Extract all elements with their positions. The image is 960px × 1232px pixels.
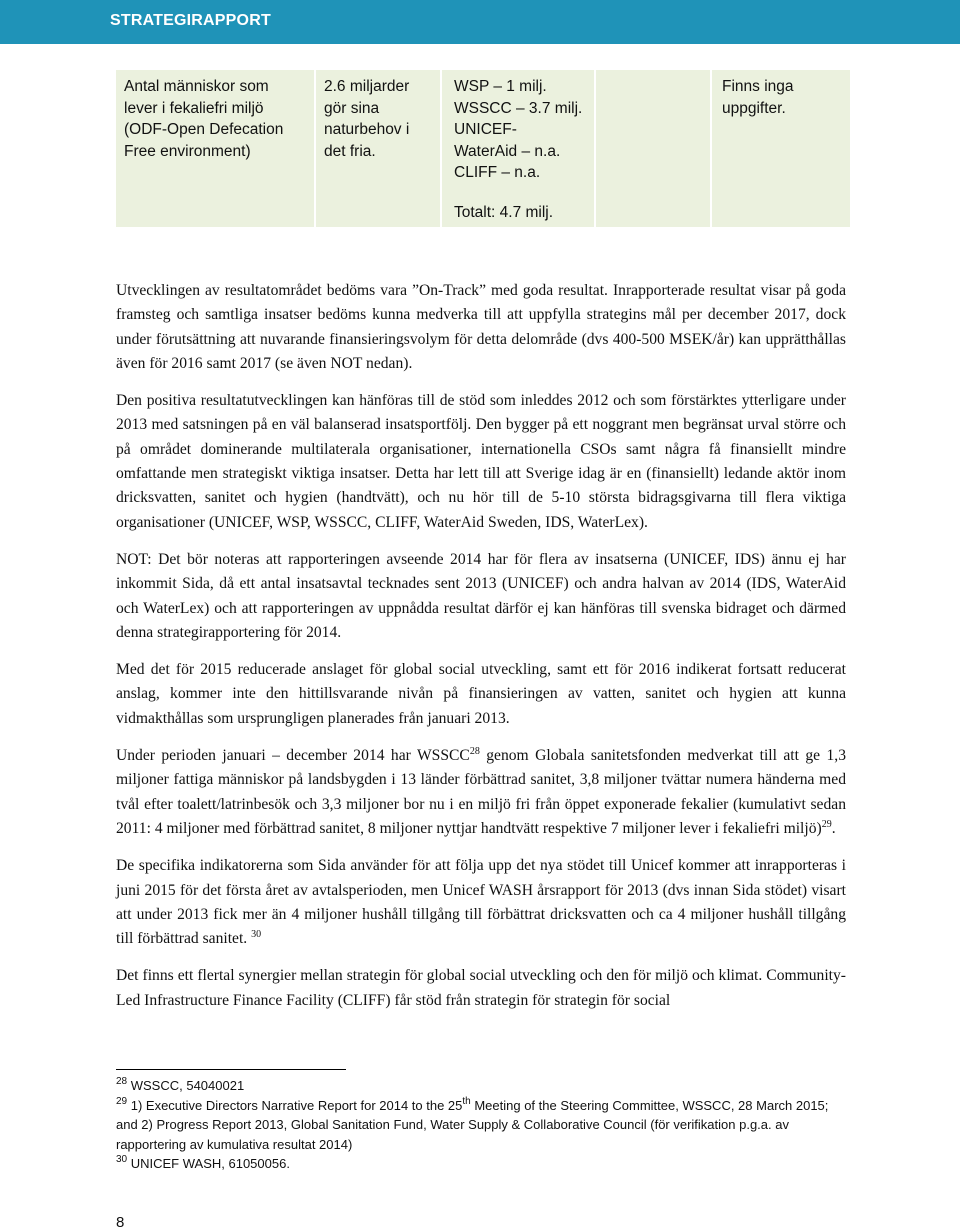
- footnote-30: $^{30}$ UNICEF WASH, 61050056.: [116, 1154, 290, 1171]
- report-title: STRATEGIRAPPORT: [110, 12, 271, 29]
- cell-text: Finns inga uppgifter.: [722, 78, 794, 117]
- report-header-banner: [0, 0, 960, 44]
- results-table-row: [116, 70, 850, 227]
- paragraph-unicef-indicators: De specifika indikatorerna som Sida använder för att följa upp det nya stödet till Unicef kommer att inrapporteras i juni 2015 för det första året av avtalsperioden, men Unicef WASH årsrapport för 2013 (dvs innan Sida stödet) visart att under 2013 fick mer än 4 miljoner hushåll tillgång till förbättrat dricksvatten och ca 4 miljoner hushåll tillgång till förbättrad sanitet. $^{30}$: [116, 857, 846, 948]
- paragraph-positive-development: Den positiva resultatutvecklingen kan hänföras till de stöd som inleddes 2012 och som förstärktes ytterligare under 2013 med satsningen på en väl balanserad insatsportfölj. Den bygger på ett noggrant men begränsat urval större och på området dominerande multilaterala organisationer, internationella CSOs samt några få finansiellt mindre omfattande men strategiskt viktiga insatser. Detta har lett till att Sverige idag är en (finansiellt) ledande aktör inom dricksvatten, sanitet och hygien (handtvätt), och nu hör till de 5-10 största bidragsgivarna till flera viktiga organisationer (UNICEF, WSP, WSSCC, CLIFF, WaterAid Sweden, IDS, WaterLex).: [116, 392, 846, 531]
- table-cell-status: [712, 70, 850, 227]
- table-cell-empty: [596, 70, 710, 227]
- paragraph-synergies: Det finns ett flertal synergier mellan strategin för global social utveckling och den för miljö och klimat. Community-Led Infrastructure Finance Facility (CLIFF) får stöd från strategin för strategin för social: [116, 967, 846, 1009]
- contributions-total: Totalt: 4.7 milj.: [454, 204, 554, 221]
- table-cell-indicator: [116, 70, 314, 227]
- footnote-ref[interactable]: 30: [251, 929, 262, 941]
- footnote-ref[interactable]: 28: [469, 746, 480, 758]
- table-cell-baseline: [316, 70, 440, 227]
- table-cell-contributions: [442, 70, 594, 227]
- cell-text: Antal människor som lever i fekaliefri miljö (ODF-Open Defecation Free environment): [124, 78, 284, 160]
- paragraph-reduced-funding: Med det för 2015 reducerade anslaget för global social utveckling, samt ett för 2016 indikerat fortsatt reducerat anslag, kommer inte den hittillsvarande nivån på finansieringen av vatten, sanitet och hygien att kunna vidmakthållas som ursprungligen planerades från januari 2013.: [116, 661, 846, 727]
- paragraph-note: NOT: Det bör noteras att rapporteringen avseende 2014 har för flera av insatserna (UNICEF, IDS) ännu ej har inkommit Sida, då ett antal insatsavtal tecknades sent 2013 (UNICEF) och andra halvan av 2014 (IDS, WaterAid och WaterLex) och att rapporteringen av uppnådda resultat därför ej kan hänföras till svenska bidraget och därmed denna strategirapportering för 2014.: [116, 550, 846, 641]
- footnote-ref[interactable]: 29: [821, 818, 832, 830]
- footnote-separator: [116, 1069, 346, 1070]
- paragraph-on-track: Utvecklingen av resultatområdet bedöms vara ”On-Track” med goda resultat. Inrapporterade resultat visar på goda framsteg och samtliga insatser bedöms kunna medverka till att uppfylla strategins mål per december 2017, dock under förutsättning att nuvarande finansieringsvolym för detta delområde (dvs 400-500 MSEK/år) kan upprätthållas även för 2016 samt 2017 (se även NOT nedan).: [116, 282, 846, 372]
- footnotes: [116, 1076, 846, 1174]
- cell-text: 2.6 miljarder gör sina naturbehov i det fria.: [324, 78, 410, 160]
- cell-text: WSP – 1 milj. WSSCC – 3.7 milj. UNICEF- WaterAid – n.a. CLIFF – n.a.: [454, 78, 583, 181]
- paragraph-wsscc-results: Under perioden januari – december 2014 har WSSCC$^{28}$ genom Globala sanitetsfonden medverkat till att ge 1,3 miljoner fattiga människor på landsbygden i 13 länder förbättrad sanitet, 3,8 miljoner tvättar numera händerna med tvål efter toalett/latrinbesök och 3,3 miljoner bor nu i en miljö fri från öppet exponerade fekalier (kumulativt sedan 2011: 4 miljoner med förbättrad sanitet, 8 miljoner nyttjar handtvätt respektive 7 miljoner lever i fekaliefri miljö)$^{29}$.: [116, 746, 846, 837]
- footnote-29: $^{29}$ 1) Executive Directors Narrative Report for 2014 to the 25th Meeting of the Steering Committee, WSSCC, 28 March 2015; and 2) Progress Report 2013, Global Sanitation Fund, Water Supply & Collaborative Council (för verifikation p.g.a. av rapportering av kumulativa resultat 2014): [116, 1095, 829, 1152]
- page-number: 8: [116, 1214, 125, 1231]
- footnote-28: $^{28}$ WSSCC, 54040021: [116, 1076, 245, 1093]
- report-body: [116, 279, 846, 1026]
